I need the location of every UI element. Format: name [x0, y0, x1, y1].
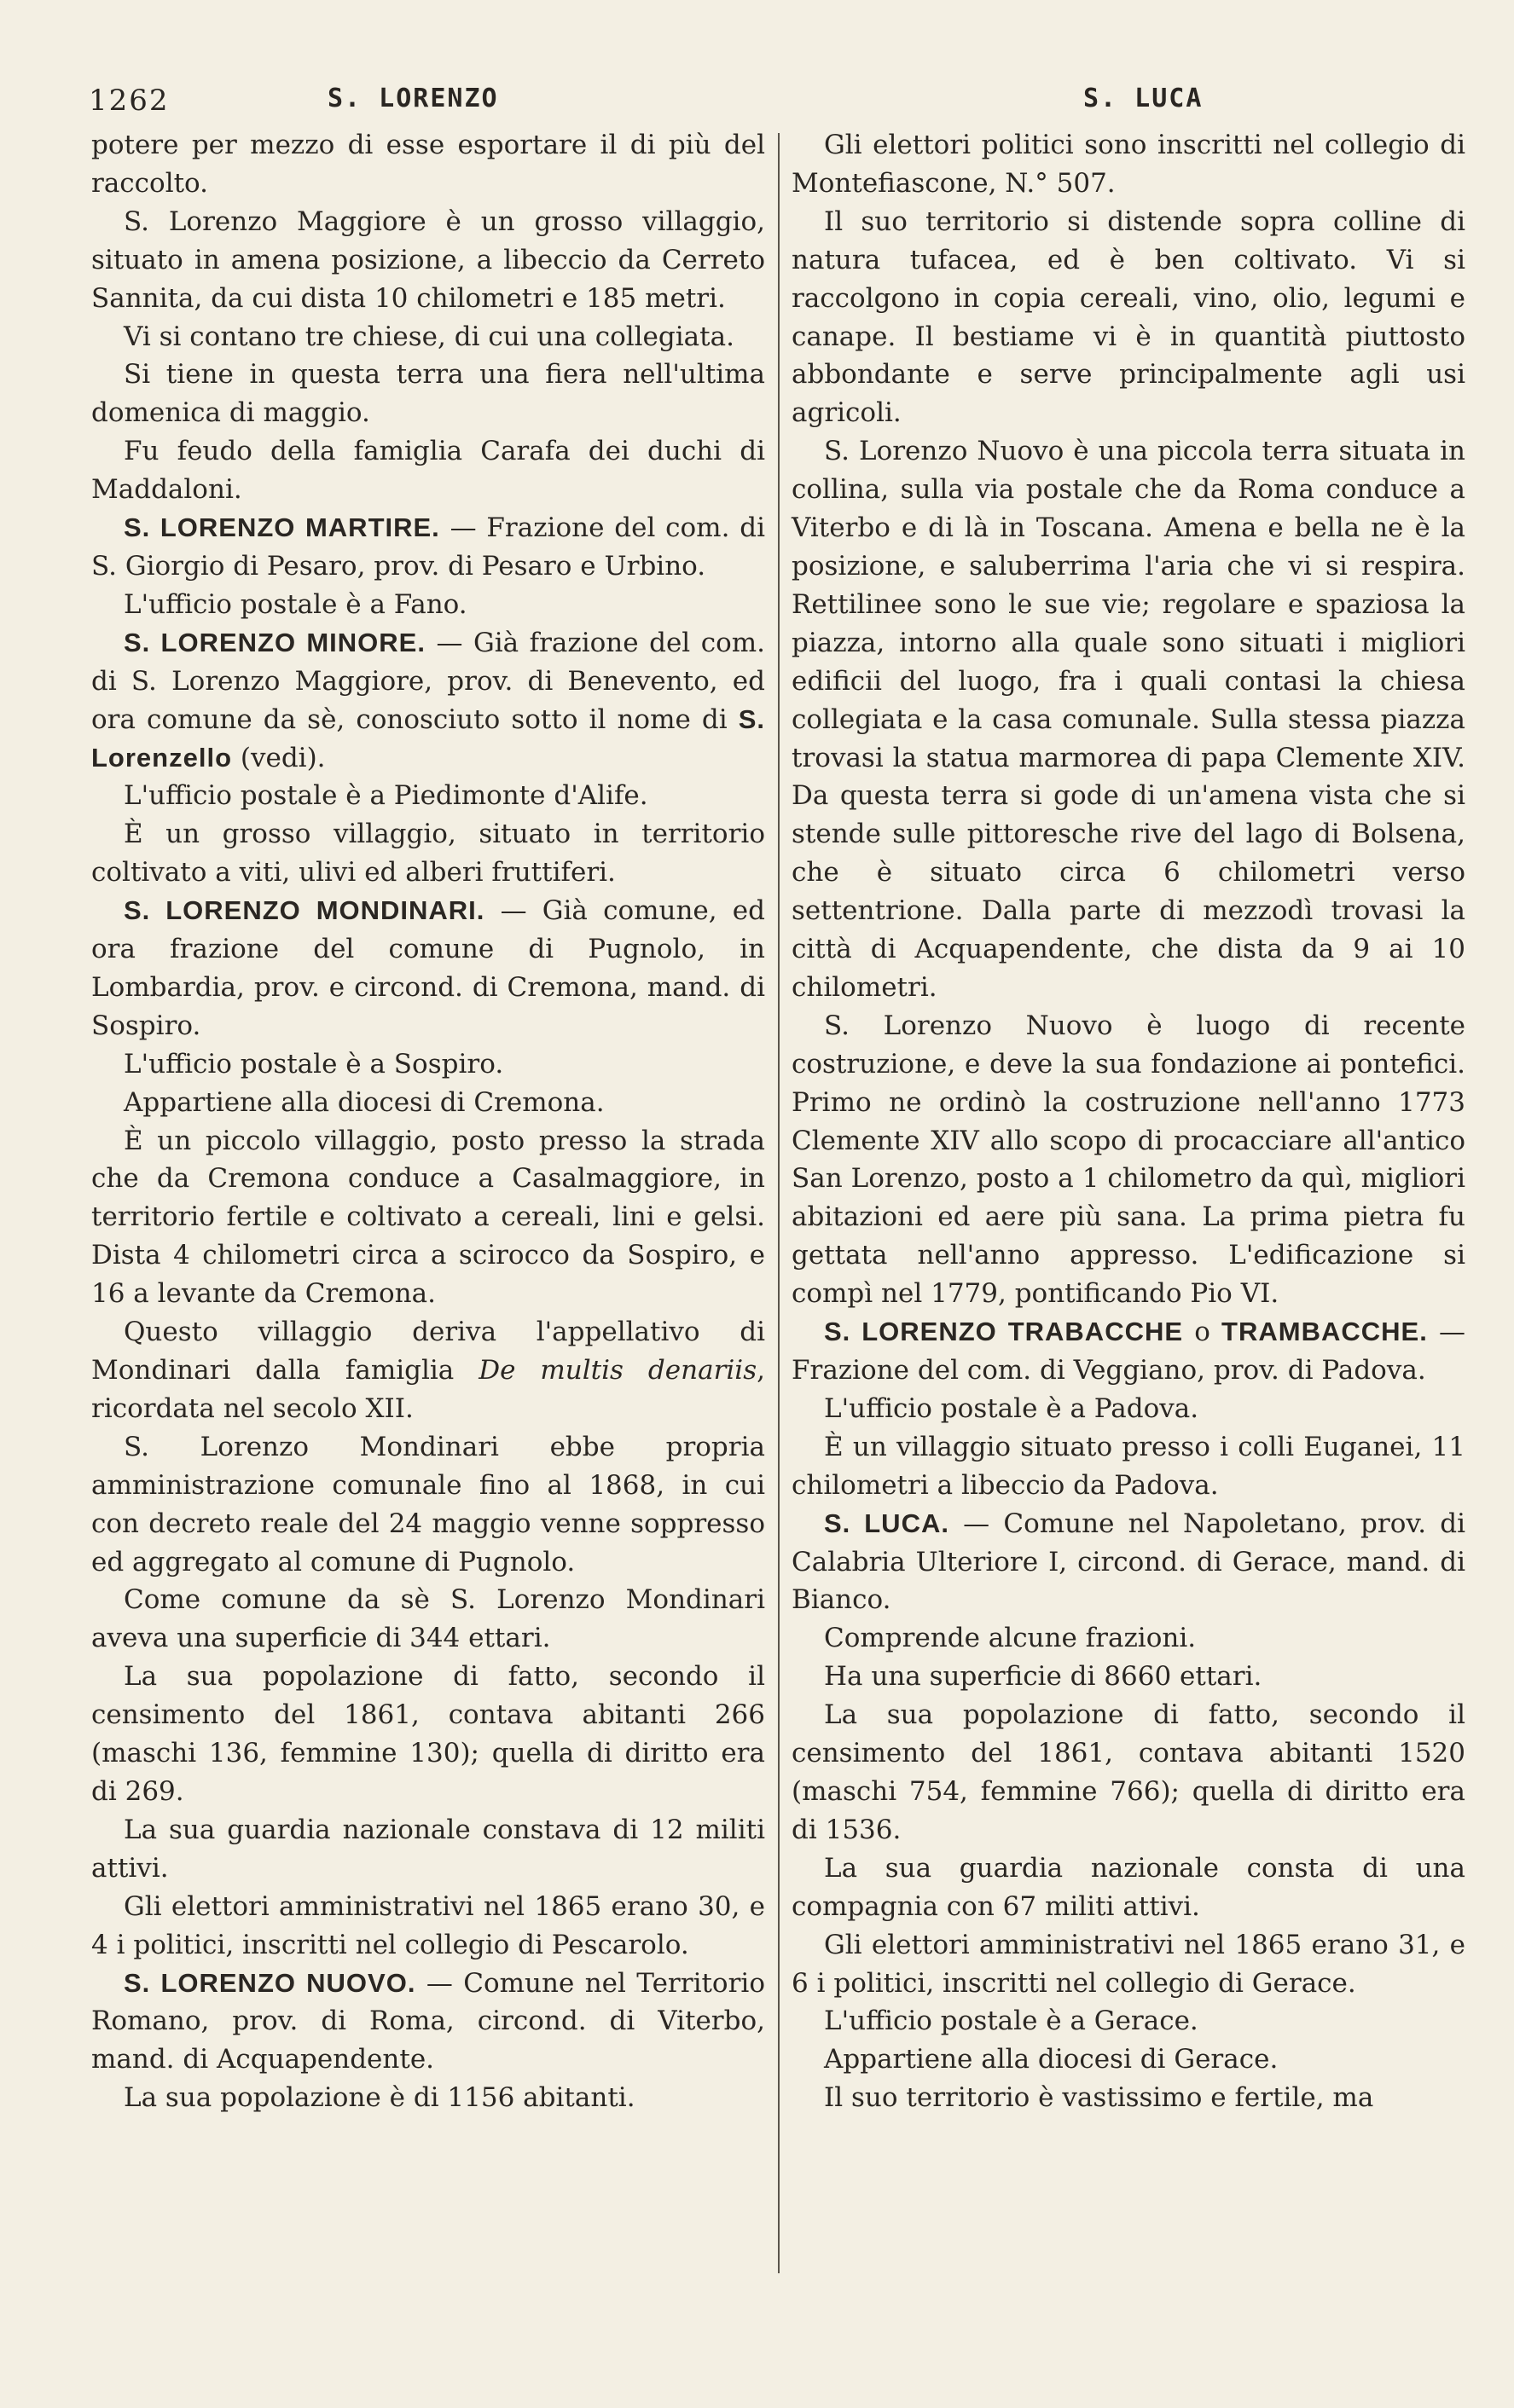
entry-lorenzo-nuovo	[91, 1965, 765, 2080]
entry-text: — Già comune, ed ora frazione del comune di Pugnolo, in Lombardia, prov. e circond. di Cremona, mand. di Sospiro.	[91, 895, 765, 1041]
column-divider	[778, 133, 780, 2273]
entry-heading: S. LORENZO MINORE.	[124, 627, 426, 657]
paragraph: Come comune da sè S. Lorenzo Mondinari aveva una superficie di 344 ettari.	[91, 1584, 765, 1654]
text: Questo villaggio deriva l'appellativo di Mondinari dalla famiglia	[91, 1317, 765, 1386]
entry-text: — Frazione del com. di Veggiano, prov. di Padova.	[792, 1317, 1465, 1386]
paragraph: Si tiene in questa terra una fiera nell'ultima domenica di maggio.	[91, 359, 765, 429]
paragraph: S. Lorenzo Nuovo è una piccola terra situata in collina, sulla via postale che da Roma conduce a Viterbo e di là in Toscana. Amena e bella ne è la posizione, e saluberrima l'aria che vi si respira. Rettilinee sono le sue vie; regolare e spaziosa la piazza, intorno alla quale sono situati i migliori edificii del luogo, fra i quali contasi la chiesa collegiata e la casa comunale. Sulla stessa piazza trovasi la statua marmorea di papa Clemente XIV. Da questa terra si gode di un'amena vista che si stende sulle pittoresche rive del lago di Bolsena, che è situato circa 6 chilometri verso settentrione. Dalla parte di mezzodì trovasi la città di Acquapendente, che dista da 9 ai 10 chilometri.	[792, 436, 1465, 1003]
entry-lorenzo-mondinari	[91, 892, 765, 1045]
entry-lorenzo-minore	[91, 624, 765, 778]
paragraph: Vi si contano tre chiese, di cui una collegiata.	[124, 321, 734, 352]
page-header	[0, 84, 1514, 126]
paragraph: È un piccolo villaggio, posto presso la strada che da Cremona conduce a Casalmaggiore, in territorio fertile e coltivato a cereali, lini e gelsi. Dista 4 chilometri circa a scirocco da Sospiro, e 16 a levante da Cremona.	[91, 1125, 765, 1310]
left-running-title: S. LORENZO	[328, 84, 499, 113]
entry-text: — Frazione del com. di S. Giorgio di Pesaro, prov. di Pesaro e Urbino.	[91, 512, 765, 582]
paragraph: L'ufficio postale è a Sospiro.	[124, 1048, 504, 1080]
paragraph: Fu feudo della famiglia Carafa dei duchi di Maddaloni.	[91, 436, 765, 506]
paragraph: S. Lorenzo Nuovo è luogo di recente costruzione, e deve la sua fondazione ai pontefici. Primo ne ordinò la costruzione nell'anno 1773 Clemente XIV allo scopo di procacciare all'antico San Lorenzo, posto a 1 chilometro da quì, migliori abitazioni ed aere più sana. La prima pietra fu gettata nell'anno appresso. L'edificazione si compì nel 1779, pontificando Pio VI.	[792, 1010, 1465, 1310]
left-column	[91, 126, 765, 2117]
entry-heading: S. LORENZO MONDINARI.	[124, 895, 485, 926]
paragraph: È un villaggio situato presso i colli Euganei, 11 chilometri a libeccio da Padova.	[792, 1431, 1465, 1501]
paragraph: Il suo territorio si distende sopra colline di natura tufacea, ed è ben coltivato. Vi si raccolgono in copia cereali, vino, olio, legumi e canape. Il bestiame vi è in quantità piuttosto abbondante e serve principalmente agli usi agricoli.	[792, 205, 1465, 429]
entry-text: — Comune nel Napoletano, prov. di Calabria Ulteriore I, circond. di Gerace, mand. di Bianco.	[792, 1508, 1466, 1616]
paragraph: La sua guardia nazionale consta di una compagnia con 67 militi attivi.	[792, 1852, 1465, 1922]
entry-heading: S. LORENZO TRABACCHE	[824, 1317, 1184, 1347]
paragraph: La sua guardia nazionale constava di 12 militi attivi.	[91, 1814, 765, 1884]
paragraph: Gli elettori amministrativi nel 1865 erano 30, e 4 i politici, inscritti nel collegio di Pescarolo.	[91, 1890, 765, 1960]
paragraph: L'ufficio postale è a Gerace.	[824, 2006, 1198, 2037]
entry-text: — Già frazione del com. di S. Lorenzo Maggiore, prov. di Benevento, ed ora comune da sè, conosciuto sotto il nome di	[91, 627, 765, 735]
entry-heading: S. LORENZO NUOVO.	[124, 1967, 416, 1998]
paragraph: Appartiene alla diocesi di Gerace.	[824, 2044, 1279, 2075]
paragraph	[91, 1313, 765, 1428]
paragraph: potere per mezzo di esse esportare il di più del raccolto.	[91, 130, 765, 199]
paragraph: S. Lorenzo Mondinari ebbe propria amministrazione comunale fino al 1868, in cui con decreto reale del 24 maggio venne soppresso ed aggregato al comune di Pugnolo.	[91, 1431, 765, 1577]
entry-lorenzo-trabacche	[792, 1313, 1465, 1390]
page-number: 1262	[89, 84, 170, 118]
entry-heading: S. LORENZO MARTIRE.	[124, 512, 440, 543]
paragraph: Comprende alcune frazioni.	[824, 1623, 1197, 1654]
right-running-title: S. LUCA	[1083, 84, 1204, 113]
entry-text: — Comune nel Territorio Romano, prov. di Roma, circond. di Viterbo, mand. di Acquapendente.	[91, 1967, 765, 2075]
paragraph: L'ufficio postale è a Padova.	[824, 1392, 1199, 1424]
paragraph: Appartiene alla diocesi di Cremona.	[124, 1086, 605, 1118]
paragraph: S. Lorenzo Maggiore è un grosso villaggio, situato in amena posizione, a libeccio da Cerreto Sannita, da cui dista 10 chilometri e 185 metri.	[91, 205, 765, 314]
entry-heading: S. LUCA.	[824, 1508, 949, 1538]
paragraph: È un grosso villaggio, situato in territorio coltivato a viti, ulivi ed alberi fruttiferi.	[91, 819, 765, 889]
text: , ricordata nel secolo XII.	[91, 1355, 765, 1424]
paragraph: Ha una superficie di 8660 ettari.	[824, 1661, 1262, 1693]
paragraph: La sua popolazione è di 1156 abitanti.	[124, 2082, 635, 2114]
paragraph: L'ufficio postale è a Fano.	[124, 588, 467, 620]
entry-text: o	[1183, 1317, 1222, 1348]
entry-text: (vedi).	[232, 742, 326, 773]
paragraph: La sua popolazione di fatto, secondo il censimento del 1861, contava abitanti 266 (maschi 136, femmine 130); quella di diritto era di 269.	[91, 1661, 765, 1807]
paragraph: L'ufficio postale è a Piedimonte d'Alife.	[124, 780, 648, 812]
paragraph: Il suo territorio è vastissimo e fertile, ma	[824, 2082, 1374, 2114]
entry-heading-alt: TRAMBACCHE.	[1221, 1317, 1428, 1347]
italic-text: De multis denariis	[479, 1355, 757, 1386]
entry-lorenzo-martire	[91, 509, 765, 586]
paragraph: Gli elettori politici sono inscritti nel collegio di Montefiascone, N.° 507.	[792, 130, 1465, 199]
entry-luca	[792, 1505, 1465, 1620]
right-column	[792, 126, 1465, 2117]
paragraph: La sua popolazione di fatto, secondo il censimento del 1861, contava abitanti 1520 (maschi 754, femmine 766); quella di diritto era di 1536.	[792, 1699, 1465, 1845]
cross-reference: S. Lorenzello	[91, 703, 765, 773]
paragraph: Gli elettori amministrativi nel 1865 erano 31, e 6 i politici, inscritti nel collegio di Gerace.	[792, 1929, 1465, 1999]
